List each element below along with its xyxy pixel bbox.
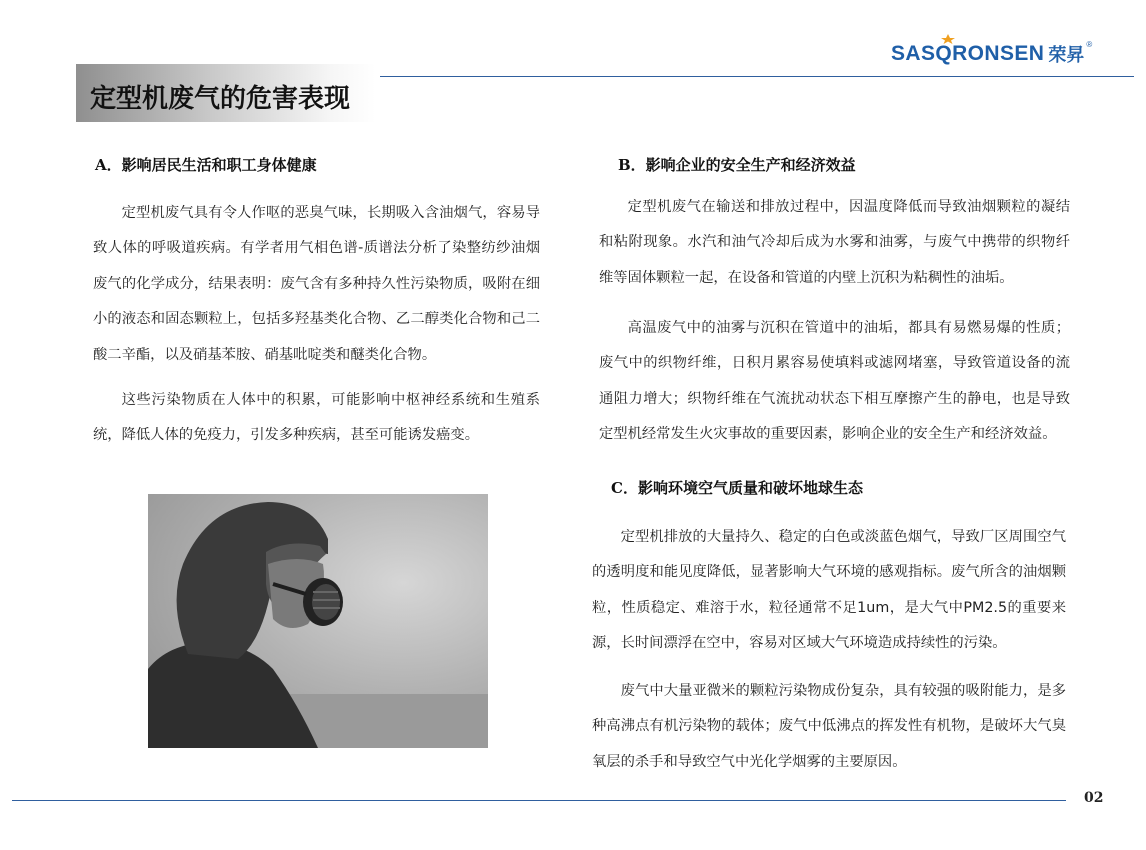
gas-mask-figure-illustration: [148, 494, 488, 748]
registered-mark: ®: [1086, 39, 1093, 49]
brand-logo: [891, 36, 1092, 72]
page-title: 定型机废气的危害表现: [90, 84, 351, 114]
section-c-paragraph-2: 废气中大量亚微米的颗粒污染物成份复杂，具有较强的吸附能力，是多种高沸点有机污染物的载体；废气中低沸点的挥发性有机物，是破坏大气臭氧层的杀手和导致空气中光化学烟雾的主要原因。: [592, 683, 1066, 770]
brand-name: SASQRONSEN: [891, 42, 1045, 65]
section-b-heading: B．影响企业的安全生产和经济效益: [618, 156, 856, 174]
gas-mask-photo: [148, 494, 488, 748]
section-c-paragraph-1: 定型机排放的大量持久、稳定的白色或淡蓝色烟气，导致厂区周围空气的透明度和能见度降低，显著影响大气环境的感观指标。废气所含的油烟颗粒，性质稳定、难溶于水，粒径通常不足1um，是大气中PM2.5的重要来源，长时间漂浮在空中，容易对区域大气环境造成持续性的污染。: [592, 529, 1066, 652]
section-c-heading: C．影响环境空气质量和破坏地球生态: [611, 479, 863, 497]
page-number: 02: [1084, 790, 1104, 806]
section-a-paragraph-1: 定型机废气具有令人作呕的恶臭气味，长期吸入含油烟气，容易导致人体的呼吸道疾病。有学者用气相色谱-质谱法分析了染整纺纱油烟废气的化学成分，结果表明：废气含有多种持久性污染物质，吸附在细小的液态和固态颗粒上，包括多羟基类化合物、乙二醇类化合物和己二酸二辛酯，以及硝基苯胺、硝基吡啶类和醚类化合物。: [93, 205, 540, 363]
section-a-paragraph-2: 这些污染物质在人体中的积累，可能影响中枢神经系统和生殖系统，降低人体的免疫力，引发多种疾病，甚至可能诱发癌变。: [93, 392, 540, 444]
brand-name-cn: 荣昇: [1048, 45, 1085, 66]
header-divider: [380, 76, 1134, 77]
section-a-heading: A．影响居民生活和职工身体健康: [95, 156, 317, 174]
star-icon: [941, 34, 955, 44]
section-b-paragraph-1: 定型机废气在输送和排放过程中，因温度降低而导致油烟颗粒的凝结和粘附现象。水汽和油气冷却后成为水雾和油雾，与废气中携带的织物纤维等固体颗粒一起，在设备和管道的内壁上沉积为粘稠性的油垢。: [599, 199, 1070, 286]
footer-divider: [12, 800, 1066, 801]
section-b-paragraph-2: 高温废气中的油雾与沉积在管道中的油垢，都具有易燃易爆的性质；废气中的织物纤维，日积月累容易使填料或滤网堵塞，导致管道设备的流通阻力增大；织物纤维在气流扰动状态下相互摩擦产生的静电，也是导致定型机经常发生火灾事故的重要因素，影响企业的安全生产和经济效益。: [599, 320, 1070, 443]
